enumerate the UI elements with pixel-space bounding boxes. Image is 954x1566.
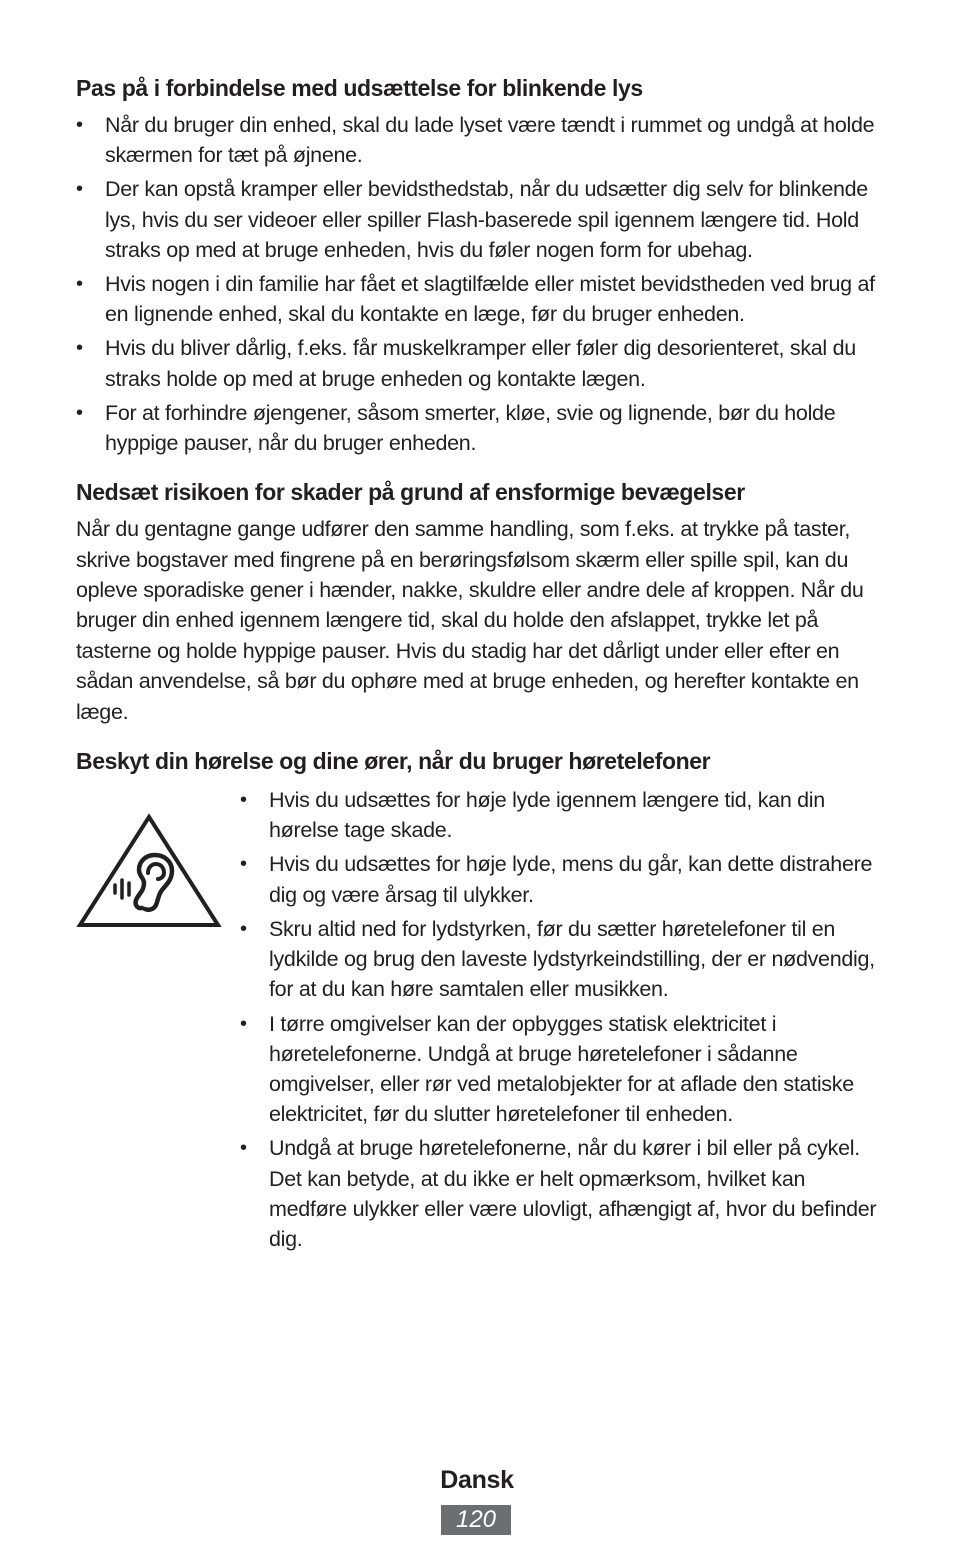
section-hearing-protection (76, 743, 882, 1258)
section-repetitive-motion (76, 474, 882, 727)
bullet-list (76, 110, 882, 458)
list-item: • Hvis du udsættes for høje lyde igennem længere tid, kan din hørelse tage skade. (240, 785, 882, 845)
page-number: 120 (441, 1505, 511, 1535)
hearing-block (76, 783, 882, 1258)
list-item: • I tørre omgivelser kan der opbygges statisk elektricitet i høretelefonerne. Undgå at bruge høretelefoner i sådanne omgivelser, eller rør ved metalobjekter for at aflade den statiske elektricitet, før du slutter høretelefoner til enheden. (240, 1009, 882, 1130)
list-item: • Hvis du bliver dårlig, f.eks. får muskelkramper eller føler dig desorienteret, skal du straks holde op med at bruge enheden og kontakte lægen. (76, 333, 882, 393)
hearing-warning-icon (76, 783, 240, 1258)
section-heading: Pas på i forbindelse med udsættelse for blinkende lys (76, 75, 643, 101)
footer-language: Dansk (440, 1466, 514, 1494)
list-item: • Der kan opstå kramper eller bevidsthedstab, når du udsætter dig selv for blinkende lys, hvis du ser videoer eller spiller Flash-baserede spil igennem længere tid. Hold straks op med at bruge enheden, hvis du føler nogen form for ubehag. (76, 174, 882, 265)
section-flashing-lights (76, 70, 882, 458)
section-heading: Beskyt din hørelse og dine ører, når du bruger høretelefoner (76, 748, 711, 775)
bullet-list (240, 785, 882, 1258)
list-item: • Hvis du udsættes for høje lyde, mens du går, kan dette distrahere dig og være årsag til ulykker. (240, 849, 882, 909)
list-item: • Når du bruger din enhed, skal du lade lyset være tændt i rummet og undgå at holde skærmen for tæt på øjnene. (76, 110, 882, 170)
list-item: • Skru altid ned for lydstyrken, før du sætter høretelefoner til en lydkilde og brug den laveste lydstyrkeindstilling, der er nødvendig, for at du kan høre samtalen eller musikken. (240, 914, 882, 1005)
list-item: • For at forhindre øjengener, såsom smerter, kløe, svie og lignende, bør du holde hyppige pauser, når du bruger enheden. (76, 398, 882, 458)
list-item: • Undgå at bruge høretelefonerne, når du kører i bil eller på cykel. Det kan betyde, at du ikke er helt opmærksom, hvilket kan medføre ulykker eller være ulovligt, afhængigt af, hvor du befinder dig. (240, 1133, 882, 1254)
list-item: • Hvis nogen i din familie har fået et slagtilfælde eller mistet bevidstheden ved brug af en lignende enhed, skal du kontakte en læge, før du bruger enheden. (76, 269, 882, 329)
section-paragraph: Når du gentagne gange udfører den samme handling, som f.eks. at trykke på taster, skrive bogstaver med fingrene på en berøringsfølsom skærm eller spille spil, kan du opleve sporadiske gener i hænder, nakke, skuldre eller andre dele af kroppen. Når du bruger din enhed igennem længere tid, skal du holde den afslappet, trykke let på tasterne og holde hyppige pauser. Hvis du stadig har det dårligt under eller efter en sådan anvendelse, så bør du ophøre med at bruge enheden, og herefter kontakte en læge. (76, 517, 864, 724)
page-content (76, 70, 882, 1258)
section-heading: Nedsæt risikoen for skader på grund af ensformige bevægelser (76, 479, 745, 506)
